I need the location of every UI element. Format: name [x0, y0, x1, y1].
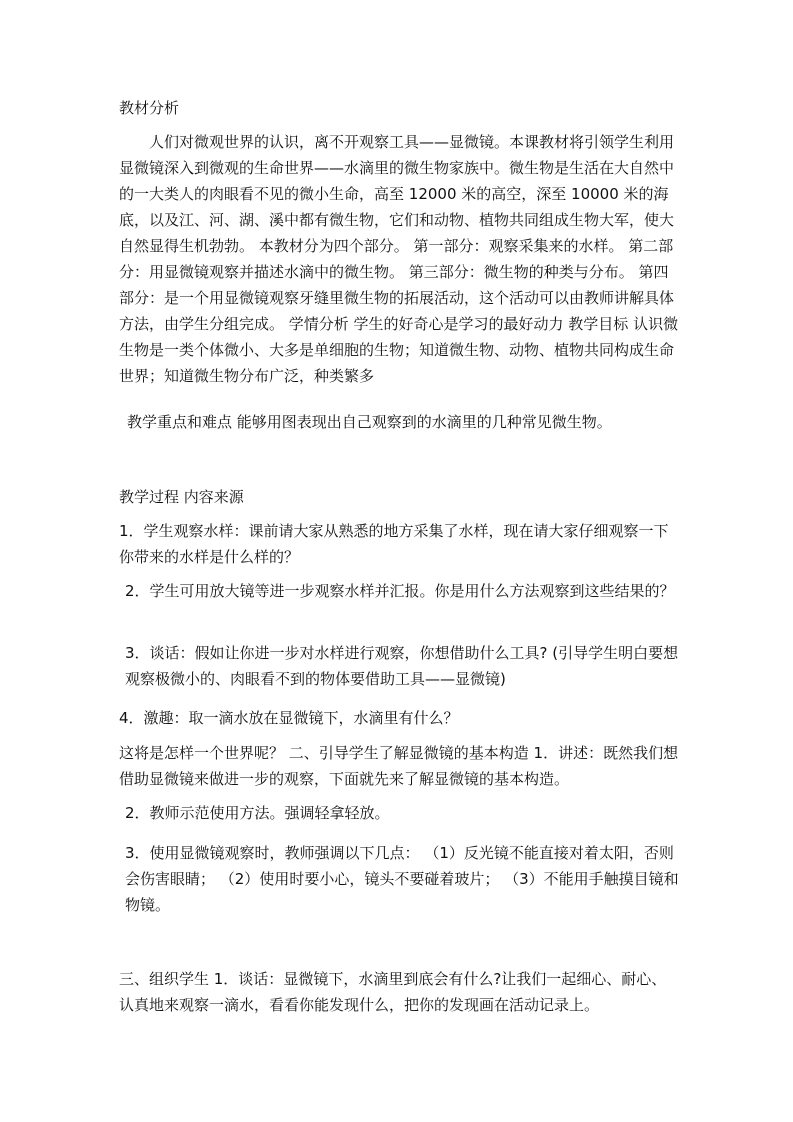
- paragraph-precautions: 3．使用显微镜观察时，教师强调以下几点： （1）反光镜不能直接对着太阳，否则会伤害眼睛； （2）使用时要小心，镜头不要碰着玻片； （3）不能用手触摸目镜和物镜。: [125, 844, 679, 914]
- section-heading: 教材分析: [119, 99, 180, 117]
- paragraph-step-2: 2．学生可用放大镜等进一步观察水样并汇报。你是用什么方法观察到这些结果的？: [125, 582, 675, 600]
- paragraph-microscope-structure: 这将是怎样一个世界呢？ 二、引导学生了解显微镜的基本构造 1．讲述：既然我们想借助显微镜来做进一步的观察，下面就先来了解显微镜的基本构造。: [119, 744, 679, 788]
- paragraph-step-1: 1．学生观察水样：课前请大家从熟悉的地方采集了水样，现在请大家仔细观察一下你带来的水样是什么样的？: [119, 522, 669, 566]
- paragraph-demonstration: 2．教师示范使用方法。强调轻拿轻放。: [125, 804, 390, 822]
- paragraph-step-3: 3．谈话：假如让你进一步对水样进行观察，你想借助什么工具? (引导学生明白要想观察极微小的、肉眼看不到的物体要借助工具——显微镜): [125, 644, 679, 688]
- paragraph-organize-students: 三、组织学生 1．谈话：显微镜下，水滴里到底会有什么?让我们一起细心、耐心、认真地来观察一滴水，看看你能发现什么，把你的发现画在活动记录上。: [119, 970, 667, 1014]
- paragraph-teaching-process: 教学过程 内容来源: [119, 488, 244, 506]
- paragraph-step-4: 4．激趣：取一滴水放在显微镜下，水滴里有什么？: [119, 709, 459, 727]
- paragraph-textbook-analysis: 人们对微观世界的认识，离不开观察工具——显微镜。本课教材将引领学生利用显微镜深入到微观的生命世界——水滴里的微生物家族中。微生物是生活在大自然中的一大类人的肉眼看不见的微小生命，高至 12000 米的高空，深至 10000 米的海底，以及江、河、湖、溪中都有微生物，它们和动物、植物共同组成生物大军，使大自然显得生机勃勃。 本教材分为四个部分。 第一部分：观察采集来的水样。 第二部分：用显微镜观察并描述水滴中的微生物。 第三部分：微生物的种类与分布。 第四部分：是一个用显微镜观察牙缝里微生物的拓展活动，这个活动可以由教师讲解具体方法，由学生分组完成。 学情分析 学生的好奇心是学习的最好动力 教学目标 认识微生物是一类个体微小、大多是单细胞的生物；知道微生物、动物、植物共同构成生命世界；知道微生物分布广泛，种类繁多: [119, 133, 679, 385]
- paragraph-key-points: 教学重点和难点 能够用图表现出自己观察到的水滴里的几种常见微生物。: [127, 413, 612, 431]
